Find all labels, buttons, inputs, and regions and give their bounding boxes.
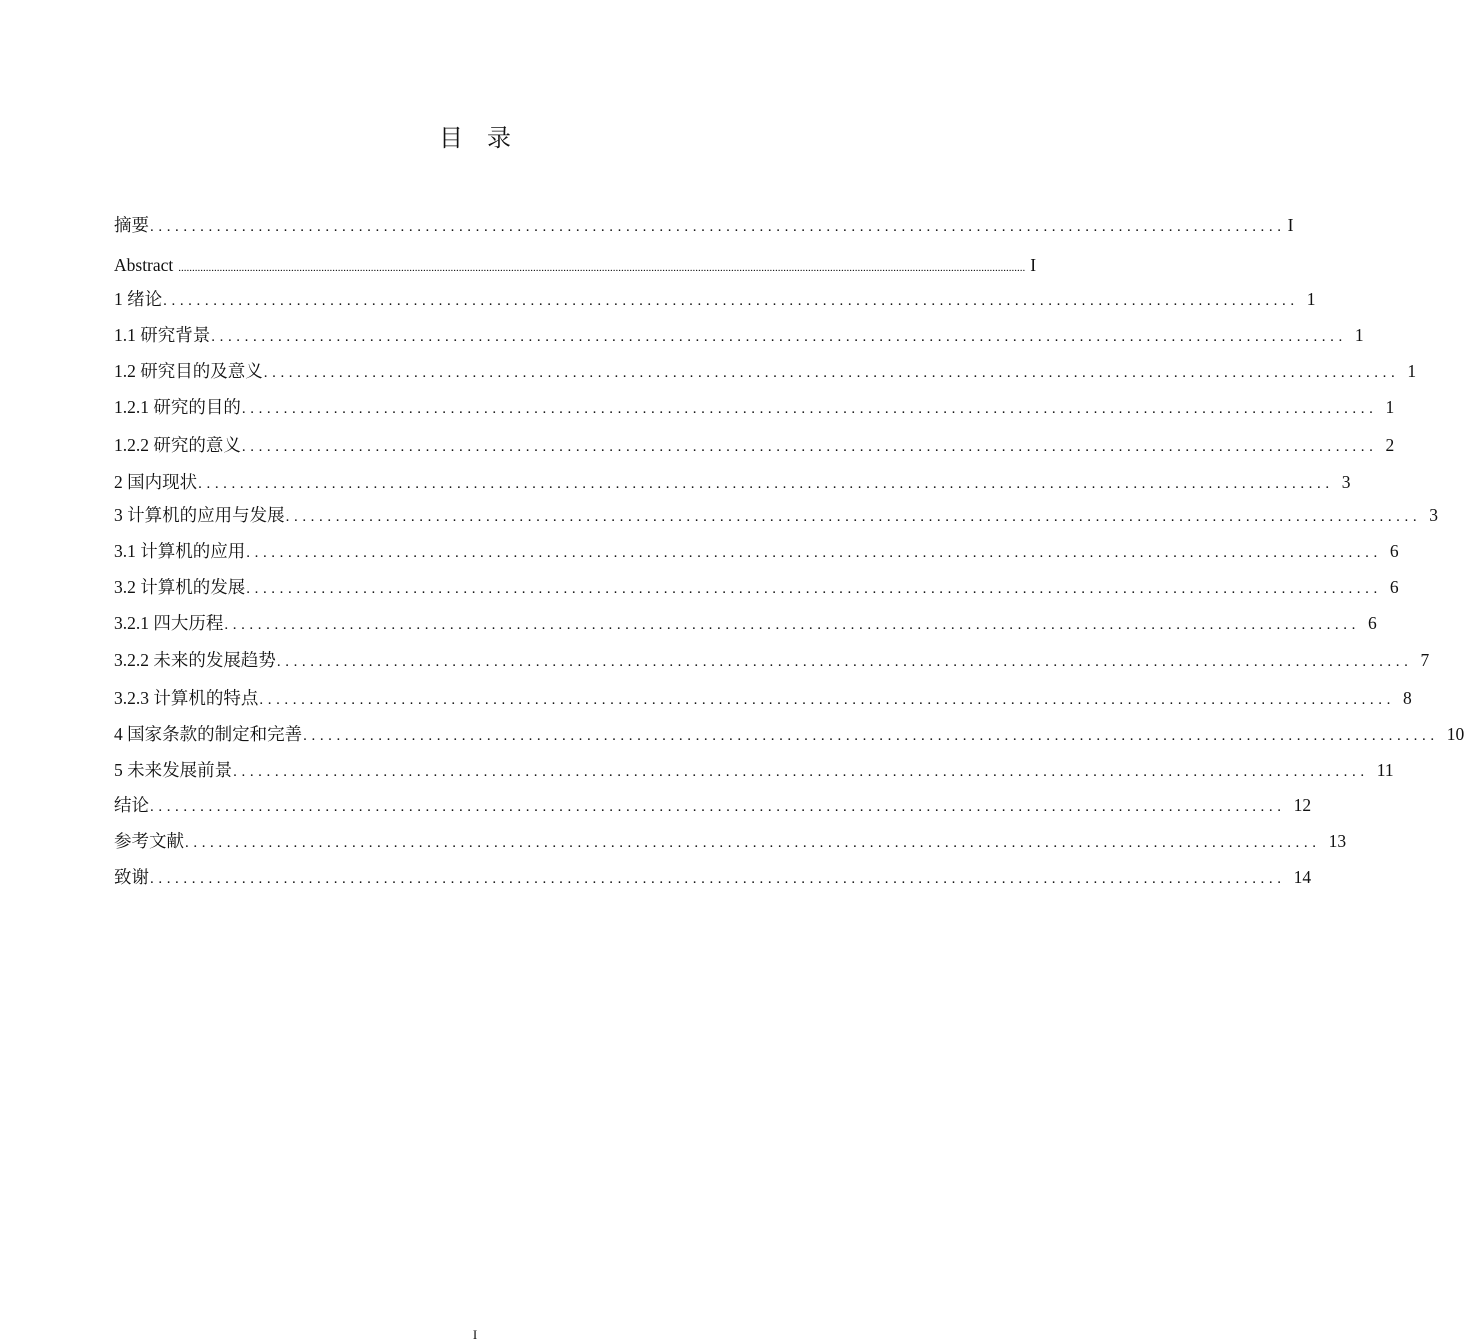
page-title: 目 录 (439, 124, 511, 152)
toc-leader-dots: ........................................................................................................................................ (233, 764, 1369, 780)
toc-entry-acknowledgements[interactable] (114, 864, 1312, 890)
toc-entry-page: 6 (1389, 577, 1399, 597)
toc-leader-dots: ........................................................................................................................................ (241, 439, 1378, 455)
toc-leader-dots: .................................................................................................................................................................................................................................................................................................................... (178, 262, 1026, 274)
toc-leader-dots: ........................................................................................................................................ (241, 401, 1378, 417)
toc-entry-ch4[interactable] (114, 721, 1464, 747)
toc-leader-dots: ........................................................................................................................................ (150, 799, 1286, 815)
toc-leader-dots: ........................................................................................................................................ (150, 871, 1286, 887)
toc-entry-label: 3.2.2 未来的发展趋势 (114, 650, 276, 670)
toc-entry-page: 3 (1341, 472, 1351, 492)
toc-entry-page: I (1287, 215, 1294, 235)
toc-entry-3-2-2[interactable] (114, 647, 1430, 673)
toc-leader-dots: ........................................................................................................................................ (303, 728, 1439, 744)
toc-entry-page: I (1030, 255, 1037, 275)
toc-leader-dots: ........................................................................................................................................ (150, 219, 1286, 235)
toc-leader-dots: ........................................................................................................................................ (163, 293, 1299, 309)
toc-entry-page: 2 (1385, 435, 1395, 455)
toc-leader-dots: ........................................................................................................................................ (224, 617, 1360, 633)
toc-entry-3-2-1[interactable] (114, 610, 1377, 636)
toc-leader-dots: ........................................................................................................................................ (246, 581, 1382, 597)
toc-entry-page: 3 (1429, 505, 1438, 525)
toc-entry-page: 6 (1389, 541, 1399, 561)
toc-entry-label: 1.1 研究背景 (114, 325, 211, 345)
toc-entry-abstract-en[interactable] (114, 252, 1037, 278)
toc-entry-ch2[interactable] (114, 469, 1351, 495)
toc-entry-label: 3 计算机的应用与发展 (114, 505, 285, 525)
toc-entry-references[interactable] (114, 828, 1347, 854)
toc-entry-page: 1 (1385, 397, 1395, 417)
toc-entry-3-2[interactable] (114, 574, 1399, 600)
toc-entry-page: 12 (1293, 795, 1312, 815)
toc-entry-page: 10 (1446, 724, 1464, 744)
toc-entry-3-1[interactable] (114, 538, 1399, 564)
toc-entry-ch5[interactable] (114, 757, 1394, 783)
toc-entry-label: 1 绪论 (114, 289, 163, 309)
toc-entry-1-1[interactable] (114, 322, 1364, 348)
toc-entry-page: 14 (1293, 867, 1312, 887)
toc-entry-3-2-3[interactable] (114, 685, 1412, 711)
toc-entry-label: 3.2 计算机的发展 (114, 577, 246, 597)
toc-entry-label: 3.1 计算机的应用 (114, 541, 246, 561)
toc-entry-page: 1 (1354, 325, 1364, 345)
toc-entry-label: 3.2.3 计算机的特点 (114, 688, 259, 708)
toc-entry-label: 1.2.2 研究的意义 (114, 435, 241, 455)
toc-entry-label: Abstract (114, 255, 174, 275)
toc-entry-label: 4 国家条款的制定和完善 (114, 724, 303, 744)
toc-entry-label: 结论 (114, 795, 149, 815)
toc-entry-page: 1 (1407, 361, 1417, 381)
toc-leader-dots: ........................................................................................................................................ (259, 692, 1395, 708)
toc-leader-dots: ........................................................................................................................................ (276, 654, 1413, 670)
toc-entry-ch1[interactable] (114, 286, 1316, 312)
toc-entry-page: 11 (1376, 760, 1394, 780)
toc-entry-page: 6 (1367, 613, 1377, 633)
toc-entry-page: 13 (1328, 831, 1347, 851)
toc-entry-1-2[interactable] (114, 358, 1417, 384)
toc-leader-dots: ........................................................................................................................................ (285, 509, 1422, 525)
toc-entry-conclusion[interactable] (114, 792, 1312, 818)
toc-entry-1-2-1[interactable] (114, 394, 1395, 420)
toc-leader-dots: ........................................................................................................................................ (263, 365, 1400, 381)
toc-entry-page: 7 (1420, 650, 1430, 670)
page-number: I (472, 1327, 478, 1342)
toc-entry-ch3[interactable] (114, 502, 1438, 528)
toc-entry-page: 1 (1306, 289, 1316, 309)
toc-entry-label: 2 国内现状 (114, 472, 198, 492)
toc-leader-dots: ........................................................................................................................................ (211, 329, 1347, 345)
toc-entry-label: 5 未来发展前景 (114, 760, 233, 780)
toc-entry-label: 3.2.1 四大历程 (114, 613, 224, 633)
toc-entry-label: 参考文献 (114, 831, 184, 851)
toc-entry-label: 致谢 (114, 867, 149, 887)
toc-leader-dots: ........................................................................................................................................ (246, 545, 1382, 561)
toc-entry-label: 1.2.1 研究的目的 (114, 397, 241, 417)
toc-entry-page: 8 (1402, 688, 1412, 708)
toc-leader-dots: ........................................................................................................................................ (185, 835, 1321, 851)
toc-entry-1-2-2[interactable] (114, 432, 1395, 458)
toc-entry-label: 摘要 (114, 215, 149, 235)
toc-entry-label: 1.2 研究目的及意义 (114, 361, 263, 381)
toc-leader-dots: ........................................................................................................................................ (198, 476, 1334, 492)
toc-entry-abstract-cn[interactable] (114, 212, 1294, 238)
